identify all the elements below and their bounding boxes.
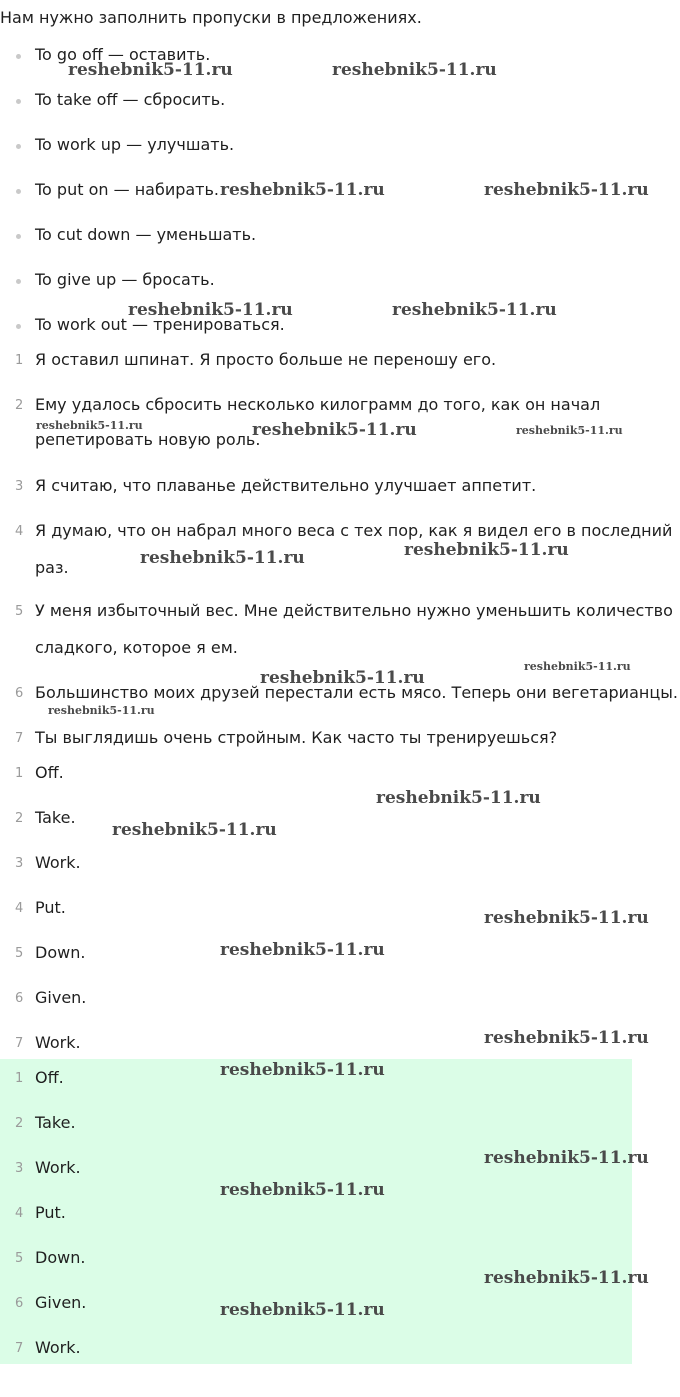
watermark: reshebnik5-11.ru	[392, 300, 557, 320]
watermark: reshebnik5-11.ru	[484, 1028, 649, 1048]
watermark: reshebnik5-11.ru	[220, 940, 385, 960]
bullet-icon	[16, 234, 21, 239]
bullet-icon	[16, 54, 21, 59]
watermark: reshebnik5-11.ru	[484, 180, 649, 200]
watermark: reshebnik5-11.ru	[260, 668, 425, 688]
watermark: reshebnik5-11.ru	[112, 820, 277, 840]
watermark: reshebnik5-11.ru	[220, 1300, 385, 1320]
watermark: reshebnik5-11.ru	[524, 660, 631, 673]
watermark: reshebnik5-11.ru	[220, 1180, 385, 1200]
bullet-icon	[16, 324, 21, 329]
watermark: reshebnik5-11.ru	[484, 908, 649, 928]
bullet-icon	[16, 279, 21, 284]
watermark: reshebnik5-11.ru	[48, 704, 155, 717]
watermark: reshebnik5-11.ru	[376, 788, 541, 808]
bullet-icon	[16, 189, 21, 194]
watermark: reshebnik5-11.ru	[220, 1060, 385, 1080]
watermark: reshebnik5-11.ru	[404, 540, 569, 560]
watermark: reshebnik5-11.ru	[252, 420, 417, 440]
document-page: Нам нужно заполнить пропуски в предложениях. To go off — оставить. To take off — сбросить. To work up — улучшать. To put on — набирать. To cut down — уменьшать. To give up — бросать. To work out — тренироваться. 1 Я оставил шпинат. Я просто больше не переношу его. 2 Ему удалось сбросить несколько килограмм до того, как он начал репетировать новую роль. 3 Я считаю, что плаванье действительно улучшает аппетит. 4 Я думаю, что он набрал много веса с тех пор, как я видел его в последний раз. 5 У меня избыточный вес. Мне действительно нужно уменьшить количество сладкого, которое я ем. 6 Большинство моих друзей перестали есть мясо. Теперь они вегетарианцы. 7 Ты выглядишь очень стройным. Как часто ты тренируешься? 1 Off. 2 Take. 3 Work. 4 Put. 5 Down. 6 Given. 7 Work. 1 Off. 2 Take. 3 Work. 4 Put. 5 Down. 6 Given. 7 Work. reshebnik5-11.ru reshebnik5-11.ru reshebnik5-11.ru reshebnik5-11.ru reshebnik5-11.ru reshebnik5-11.ru reshebnik5-11.ru reshebnik5-11.ru reshebnik5-11.ru reshebnik5-11.ru reshebnik5-11.ru reshebnik5-11.ru reshebnik5-11.ru reshebnik5-11.ru reshebnik5-11.ru reshebnik5-11.ru reshebnik5-11.ru reshebnik5-11.ru reshebnik5-11.ru reshebnik5-11.ru reshebnik5-11.ru reshebnik5-11.ru reshebnik5-11.ru reshebnik5-11.ru	[0, 0, 680, 1397]
intro-text: Нам нужно заполнить пропуски в предложениях.	[0, 8, 422, 27]
watermark: reshebnik5-11.ru	[484, 1268, 649, 1288]
watermark: reshebnik5-11.ru	[332, 60, 497, 80]
watermark: reshebnik5-11.ru	[68, 60, 233, 80]
watermark: reshebnik5-11.ru	[128, 300, 293, 320]
watermark: reshebnik5-11.ru	[140, 548, 305, 568]
watermark: reshebnik5-11.ru	[516, 424, 623, 437]
watermark: reshebnik5-11.ru	[36, 419, 143, 432]
watermark: reshebnik5-11.ru	[484, 1148, 649, 1168]
bullet-icon	[16, 144, 21, 149]
bullet-icon	[16, 99, 21, 104]
watermark: reshebnik5-11.ru	[220, 180, 385, 200]
